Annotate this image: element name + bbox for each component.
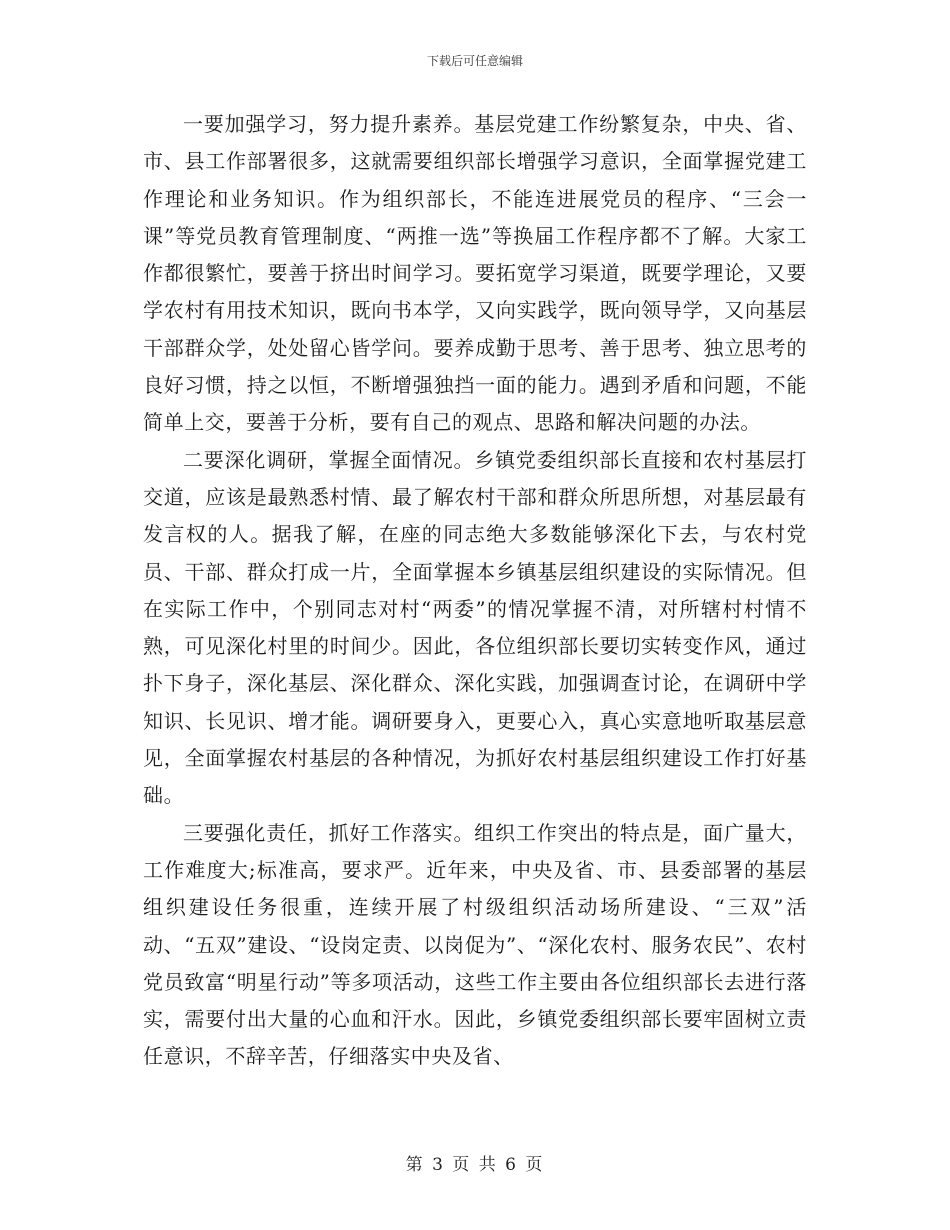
paragraph-3: 三要强化责任，抓好工作落实。组织工作突出的特点是，面广量大，工作难度大;标准高，要求严。近年来，中央及省、市、县委部署的基层组织建设任务很重，连续开展了村级组织活动场所建设、“三双”活动、“五双”建设、“设岗定责、以岗促为”、“深化农村、服务农民”、农村党员致富“明星行动”等多项活动，这些工作主要由各位组织部长去进行落实，需要付出大量的心血和汗水。因此，乡镇党委组织部长要牢固树立责任意识，不辞辛苦，仔细落实中央及省、	[143, 820, 807, 1069]
page-header: 下载后可任意编辑	[426, 54, 523, 68]
page-footer: 第 3 页 共 6 页	[405, 1155, 545, 1175]
document-body	[143, 106, 807, 1076]
paragraph-2: 二要深化调研，掌握全面情况。乡镇党委组织部长直接和农村基层打交道，应该是最熟悉村情、最了解农村干部和群众所思所想，对基层最有发言权的人。据我了解，在座的同志绝大多数能够深化下去，与农村党员、干部、群众打成一片，全面掌握本乡镇基层组织建设的实际情况。但在实际工作中，个别同志对村“两委”的情况掌握不清，对所辖村村情不熟，可见深化村里的时间少。因此，各位组织部长要切实转变作风，通过扑下身子，深化基层、深化群众、深化实践，加强调查讨论，在调研中学知识、长见识、增才能。调研要身入，更要心入，真心实意地听取基层意见，全面掌握农村基层的各种情况，为抓好农村基层组织建设工作打好基础。	[143, 447, 807, 808]
paragraph-1: 一要加强学习，努力提升素养。基层党建工作纷繁复杂，中央、省、市、县工作部署很多，这就需要组织部长增强学习意识，全面掌握党建工作理论和业务知识。作为组织部长，不能连进展党员的程序、“三会一课”等党员教育管理制度、“两推一选”等换届工作程序都不了解。大家工作都很繁忙，要善于挤出时间学习。要拓宽学习渠道，既要学理论，又要学农村有用技术知识，既向书本学，又向实践学，既向领导学，又向基层干部群众学，处处留心皆学问。要养成勤于思考、善于思考、独立思考的良好习惯，持之以恒，不断增强独挡一面的能力。遇到矛盾和问题，不能简单上交，要善于分析，要有自己的观点、思路和解决问题的办法。	[143, 112, 807, 435]
